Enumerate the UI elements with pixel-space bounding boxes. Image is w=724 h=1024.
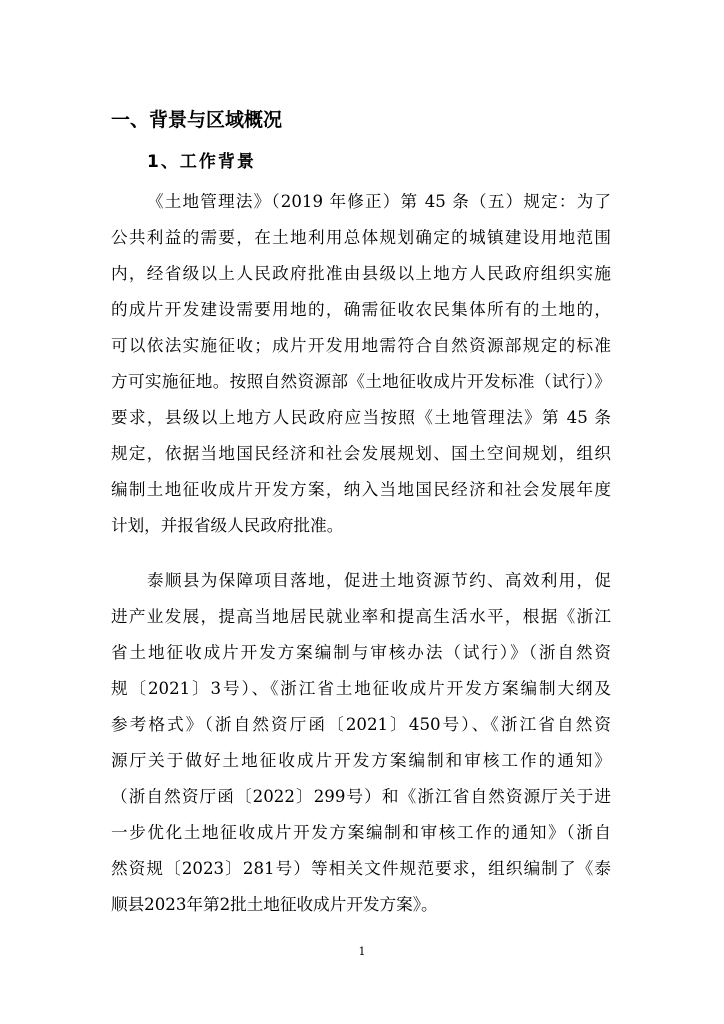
text-line: 然资规〔2023〕281号）等相关文件规范要求，组织编制了《泰 (111, 859, 611, 878)
text-line: 顺县2023年第2批土地征收成片开发方案》。 (111, 895, 438, 914)
text-line: 省土地征收成片开发方案编制与审核办法（试行）》（浙自然资 (111, 643, 611, 662)
text-line: 进产业发展，提高当地居民就业率和提高生活水平，根据《浙江 (111, 607, 611, 626)
text-line: 源厅关于做好土地征收成片开发方案编制和审核工作的通知》 (111, 751, 611, 770)
text-line: 公共利益的需要，在土地利用总体规划确定的城镇建设用地范围 (111, 228, 611, 247)
text-line: 一步优化土地征收成片开发方案编制和审核工作的通知》（浙自 (111, 823, 611, 842)
subsection-heading: 1、工作背景 (147, 152, 256, 172)
text-line: 的成片开发建设需要用地的，确需征收农民集体所有的土地的， (111, 300, 611, 319)
text-line: 编制土地征收成片开发方案，纳入当地国民经济和社会发展年度 (111, 480, 611, 499)
text-line: 可以依法实施征收；成片开发用地需符合自然资源部规定的标准 (111, 336, 611, 355)
text-line: 内，经省级以上人民政府批准由县级以上地方人民政府组织实施 (111, 264, 611, 283)
text-line: 泰顺县为保障项目落地，促进土地资源节约、高效利用，促 (147, 571, 611, 590)
text-line: 规定，依据当地国民经济和社会发展规划、国土空间规划，组织 (111, 444, 611, 463)
page-number: 1 (358, 945, 366, 958)
text-line: （浙自然资厅函〔2022〕299号）和《浙江省自然资源厅关于进 (111, 787, 611, 806)
text-line: 规〔2021〕3号）、《浙江省土地征收成片开发方案编制大纲及 (111, 679, 611, 698)
text-line: 计划，并报省级人民政府批准。 (111, 516, 344, 535)
section-heading: 一、背景与区域概况 (111, 109, 283, 131)
text-line: 《土地管理法》（2019 年修正）第 45 条（五）规定：为了 (147, 192, 611, 211)
text-line: 要求，县级以上地方人民政府应当按照《土地管理法》第 45 条 (111, 408, 611, 427)
text-line: 方可实施征地。按照自然资源部《土地征收成片开发标准（试行）》 (111, 372, 611, 391)
text-line: 参考格式》（浙自然资厅函〔2021〕450号）、《浙江省自然资 (111, 715, 611, 734)
